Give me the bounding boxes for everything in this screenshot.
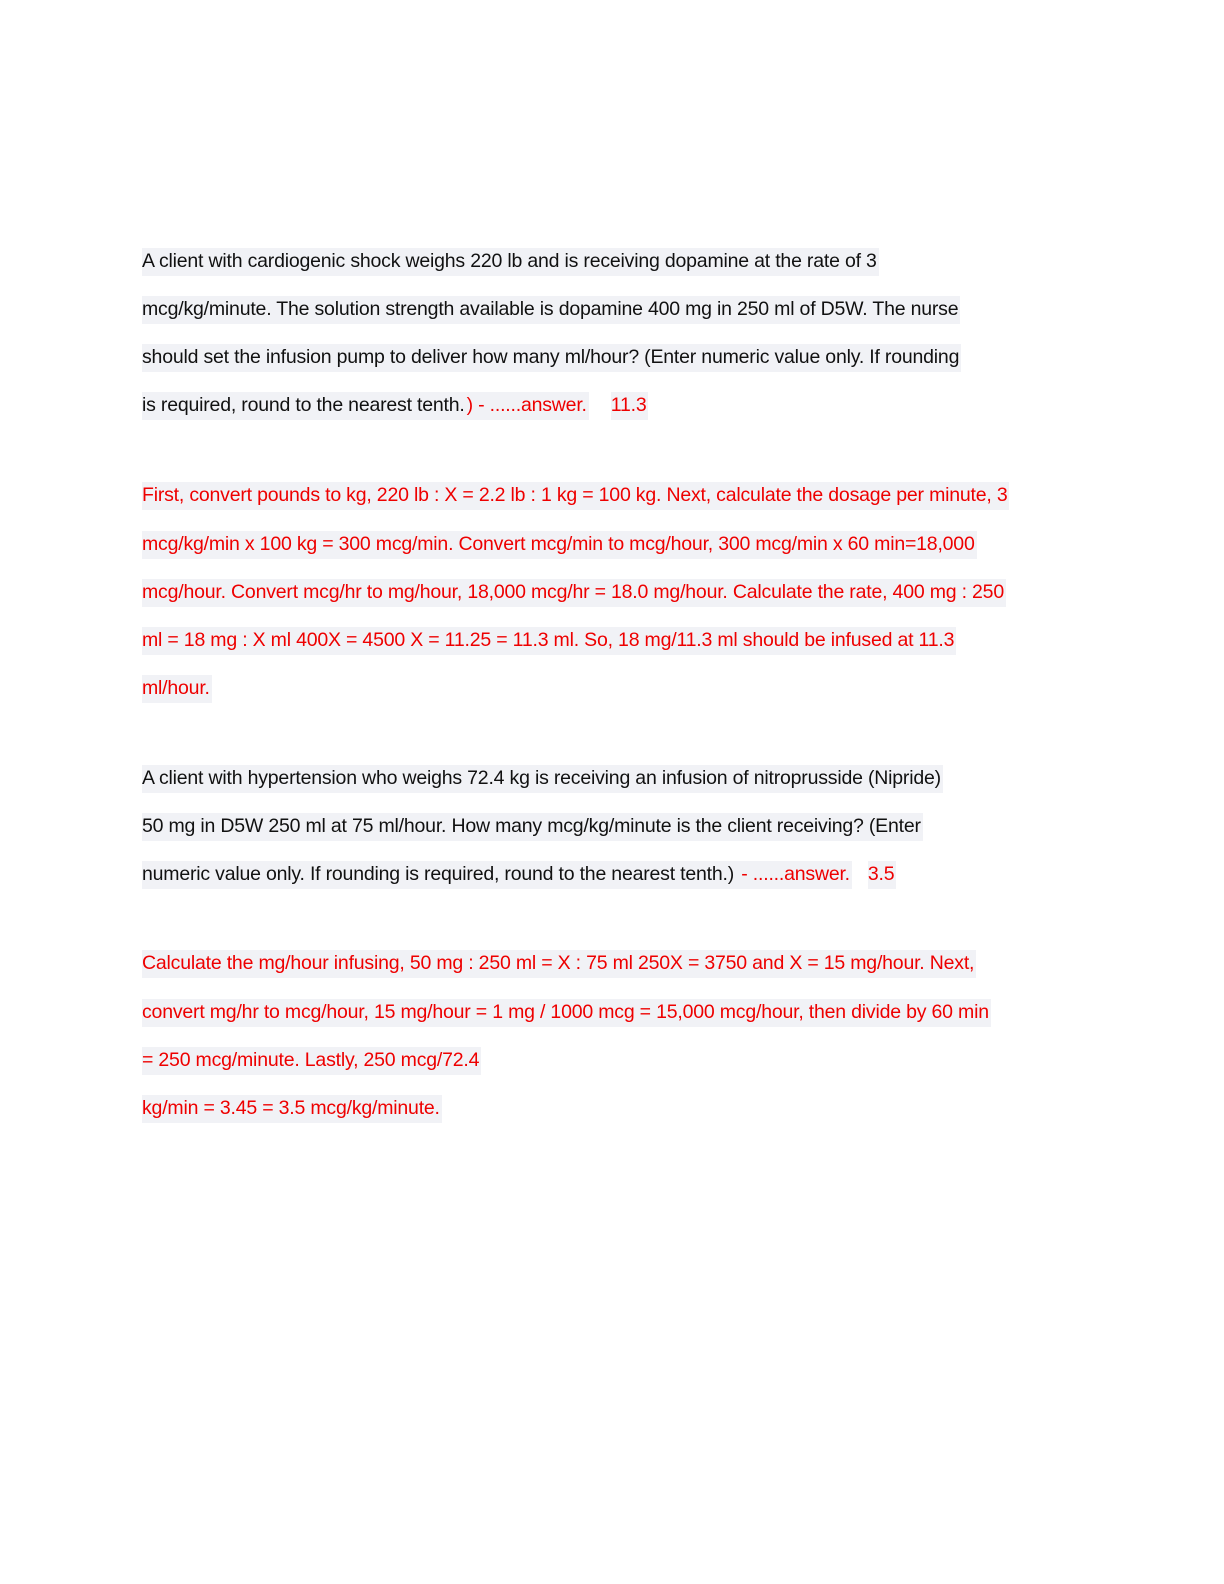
q1-line-4: [142, 392, 648, 418]
q1-answer-value: 11.3: [611, 392, 649, 420]
q1-expl-text-5: ml/hour.: [142, 675, 212, 703]
q1-expl-text-1: First, convert pounds to kg, 220 lb : X = 2.2 lb : 1 kg = 100 kg. Next, calculate the dosage per minute, 3: [142, 482, 1009, 510]
q2-text-2: 50 mg in D5W 250 ml at 75 ml/hour. How many mcg/kg/minute is the client receiving? (Enter: [142, 813, 923, 841]
q1-expl-text-4: ml = 18 mg : X ml 400X = 4500 X = 11.25 = 11.3 ml. So, 18 mg/11.3 ml should be infused at 11.3: [142, 627, 956, 655]
q1-text-3: should set the infusion pump to deliver how many ml/hour? (Enter numeric value only. If rounding: [142, 344, 961, 372]
q1-text-4: is required, round to the nearest tenth.: [142, 392, 467, 420]
q1-expl-line-5: [142, 675, 212, 701]
q2-expl-text-3: = 250 mcg/minute. Lastly, 250 mcg/72.4: [142, 1047, 481, 1075]
q1-expl-line-3: [142, 579, 1006, 605]
q2-expl-text-1: Calculate the mg/hour infusing, 50 mg : 250 ml = X : 75 ml 250X = 3750 and X = 15 mg/hour. Next,: [142, 950, 976, 978]
q2-expl-text-4: kg/min = 3.45 = 3.5 mcg/kg/minute.: [142, 1095, 442, 1123]
q2-expl-line-2: [142, 999, 991, 1025]
q2-line-1: [142, 765, 943, 791]
q1-text-1: A client with cardiogenic shock weighs 220 lb and is receiving dopamine at the rate of 3: [142, 248, 879, 276]
q1-expl-text-2: mcg/kg/min x 100 kg = 300 mcg/min. Convert mcg/min to mcg/hour, 300 mcg/min x 60 min=18,000: [142, 531, 977, 559]
q2-expl-line-3: [142, 1047, 481, 1073]
q2-line-2: [142, 813, 923, 839]
q1-line-1: [142, 248, 879, 274]
q2-text-3: numeric value only. If rounding is required, round to the nearest tenth.): [142, 861, 736, 889]
q2-answer-value: 3.5: [868, 861, 897, 889]
q2-answer-label: - ......answer.: [736, 861, 852, 889]
q1-answer-label: ) - ......answer.: [467, 392, 589, 420]
q1-line-3: [142, 344, 961, 370]
q1-expl-line-4: [142, 627, 956, 653]
q1-expl-line-2: [142, 531, 977, 557]
q1-line-2: [142, 296, 960, 322]
q1-expl-line-1: [142, 482, 1009, 508]
q2-expl-line-1: [142, 950, 976, 976]
q1-text-2: mcg/kg/minute. The solution strength available is dopamine 400 mg in 250 ml of D5W. The nurse: [142, 296, 960, 324]
q1-expl-text-3: mcg/hour. Convert mcg/hr to mg/hour, 18,000 mcg/hr = 18.0 mg/hour. Calculate the rate, 400 mg : 250: [142, 579, 1006, 607]
q2-expl-line-4: [142, 1095, 442, 1121]
q2-text-1: A client with hypertension who weighs 72.4 kg is receiving an infusion of nitroprusside (Nipride): [142, 765, 943, 793]
q2-line-3: [142, 861, 896, 887]
q2-expl-text-2: convert mg/hr to mcg/hour, 15 mg/hour = 1 mg / 1000 mcg = 15,000 mcg/hour, then divide by 60 min: [142, 999, 991, 1027]
